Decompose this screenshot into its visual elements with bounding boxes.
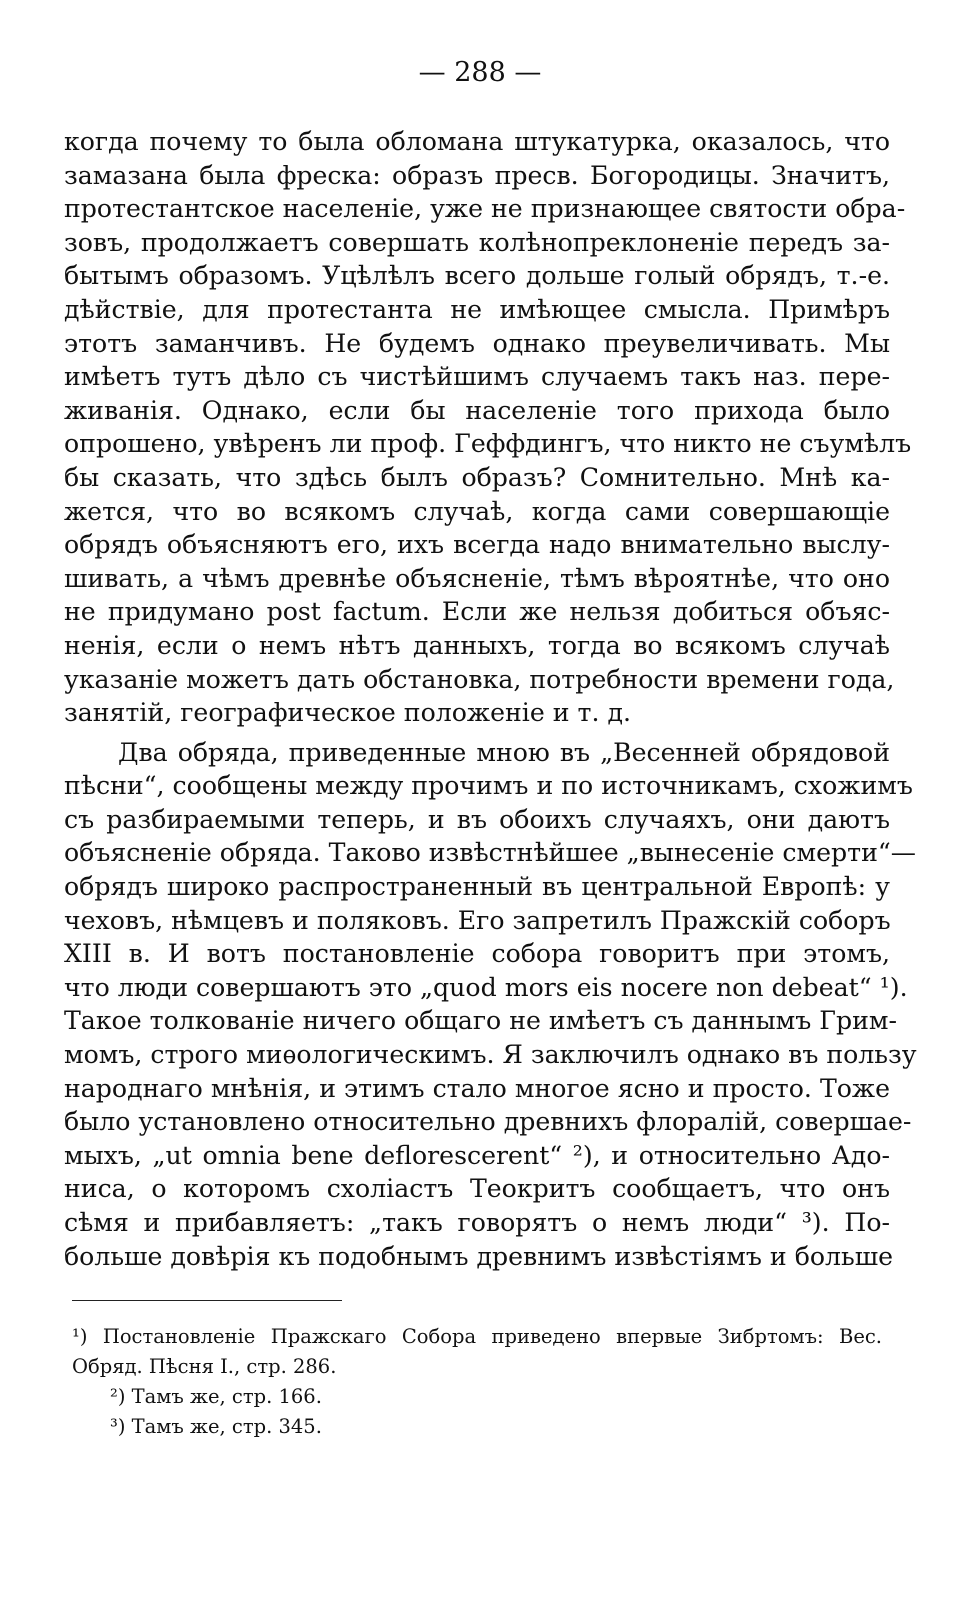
text-line: бытымъ образомъ. Уцѣлѣлъ всего дольше голый обрядъ, т.-е. [64,261,890,291]
footnote-3: ³) Тамъ же, стр. 345. [110,1415,322,1438]
text-line: замазана была фреска: образъ пресв. Богородицы. Значитъ, [64,160,890,190]
text-line: Два обряда, приведенные мною въ „Весенней обрядовой [118,737,890,767]
text-line: указаніе можетъ дать обстановка, потребности времени года, [64,664,895,694]
text-line: занятій, географическое положеніе и т. д. [64,698,632,728]
text-line: XIII в. И вотъ постановленіе собора говоритъ при этомъ, [64,939,890,969]
footnote-1-continuation: Обряд. Пѣсня I., стр. 286. [72,1355,337,1378]
text-line: было установлено относительно древнихъ флоралій, совершае- [64,1107,912,1137]
text-line: момъ, строго миѳологическимъ. Я заключилъ однако въ пользу [64,1040,917,1070]
text-line: ниса, о которомъ схоліастъ Теокритъ сообщаетъ, что онъ [64,1174,890,1204]
text-line: объясненіе обряда. Таково извѣстнѣйшее „вынесеніе смерти“— [64,838,916,868]
text-line: опрошено, увѣренъ ли проф. Геффдингъ, что никто не съумѣлъ [64,429,912,459]
body-text [64,125,917,1273]
text-line: больше довѣрія къ подобнымъ древнимъ извѣстіямъ и больше [64,1241,894,1271]
text-line: шивать, а чѣмъ древнѣе объясненіе, тѣмъ вѣроятнѣе, что оно [64,563,890,593]
paragraph-1 [64,125,912,730]
text-line: обрядъ широко распространенный въ центральной Европѣ: у [64,872,890,902]
text-line: ненія, если о немъ нѣтъ данныхъ, тогда во всякомъ случаѣ [64,630,890,660]
footnote-1: ¹) Постановленіе Пражскаго Собора приведено впервые Зибртомъ: Вес. [72,1325,882,1348]
text-line: мыхъ, „ut omnia bene deflorescerent“ ²), и относительно Адо- [64,1140,890,1170]
text-line: когда почему то была обломана штукатурка, оказалось, что [64,127,890,156]
text-line: что люди совершаютъ это „quod mors eis nocere non debeat“ ¹). [64,972,908,1002]
text-line: протестантское населеніе, уже не признающее святости обра- [64,194,906,224]
text-line: съ разбираемыми теперь, и въ обоихъ случаяхъ, они даютъ [64,804,890,834]
text-line: жется, что во всякомъ случаѣ, когда сами совершающіе [64,496,890,526]
footnote-2: ²) Тамъ же, стр. 166. [110,1385,322,1408]
text-line: не придумано post factum. Если же нельзя добиться объяс- [64,597,890,627]
footnotes [72,1322,882,1442]
text-line: пѣсни“, сообщены между прочимъ и по источникамъ, схожимъ [64,771,913,801]
footnote-divider [72,1300,342,1301]
text-line: этотъ заманчивъ. Не будемъ однако преувеличивать. Мы [64,328,890,358]
text-line: народнаго мнѣнія, и этимъ стало многое ясно и просто. Тоже [64,1073,890,1103]
text-line: сѣмя и прибавляетъ: „такъ говорятъ о немъ люди“ ³). По- [64,1208,890,1237]
text-line: дѣйствіе, для протестанта не имѣющее смысла. Примѣръ [64,294,890,324]
text-line: живанія. Однако, если бы населеніе того прихода было [64,395,890,425]
text-line: имѣетъ тутъ дѣло съ чистѣйшимъ случаемъ такъ наз. пере- [64,362,890,392]
text-line: Такое толкованіе ничего общаго не имѣетъ съ даннымъ Грим- [64,1006,897,1036]
text-line: чеховъ, нѣмцевъ и поляковъ. Его запретилъ Пражскій соборъ [64,905,891,935]
text-line: зовъ, продолжаетъ совершать колѣнопреклоненіе передъ за- [64,227,890,257]
text-line: бы сказать, что здѣсь былъ образъ? Сомнительно. Мнѣ ка- [64,462,890,492]
page-number: — 288 — [418,57,542,88]
paragraph-2 [64,736,917,1274]
text-line: обрядъ объясняютъ его, ихъ всегда надо внимательно выслу- [64,530,890,560]
